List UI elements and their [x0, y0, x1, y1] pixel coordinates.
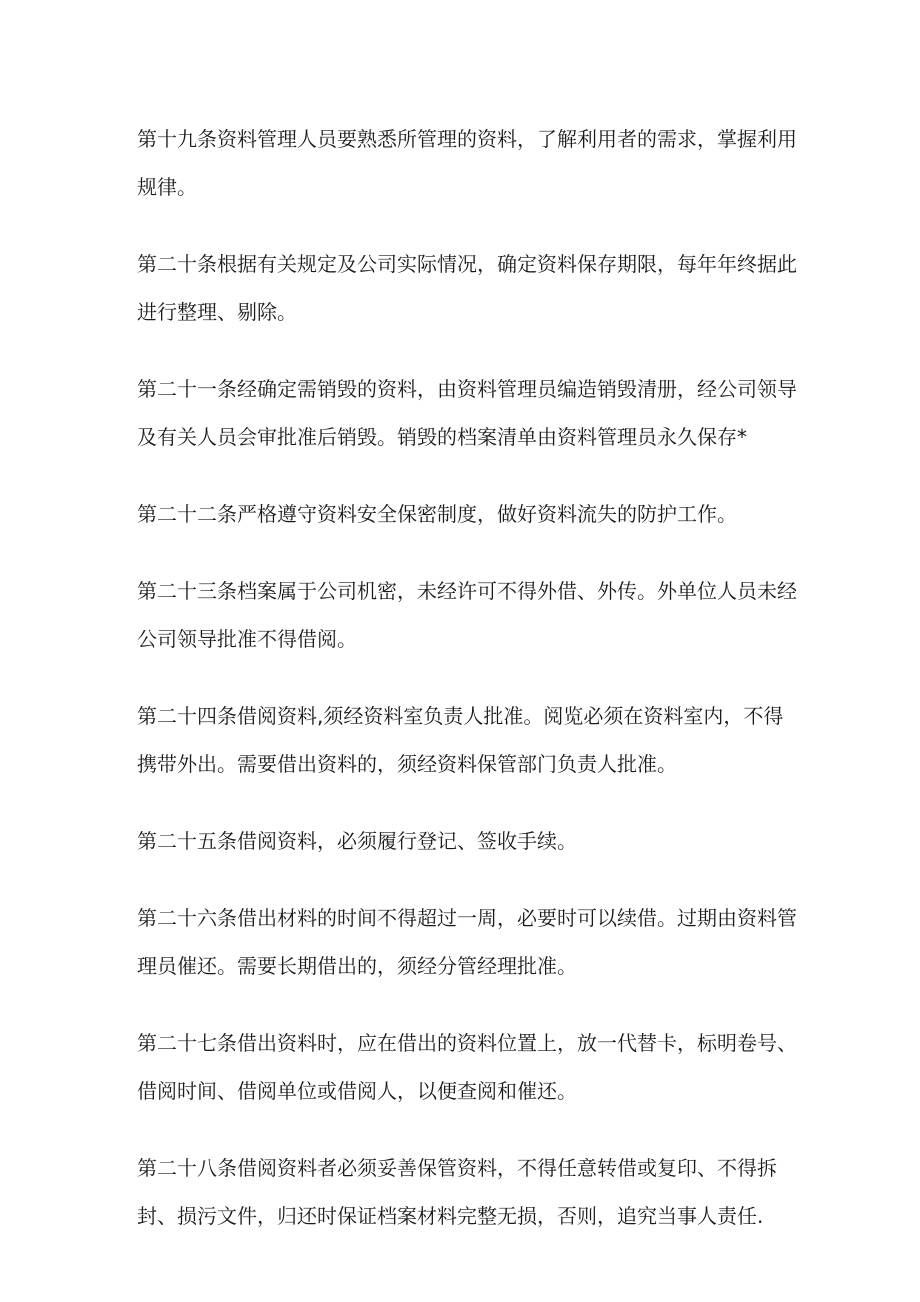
- article-23-paragraph: 第二十三条档案属于公司机密，未经许可不得外借、外传。外单位人员未经公司领导批准不得借阅。: [137, 579, 797, 651]
- article-25-paragraph: 第二十五条借阅资料，必须履行登记、签收手续。: [137, 829, 577, 853]
- article-26-paragraph: 第二十六条借出材料的时间不得超过一周，必要时可以续借。过期由资料管理员催还。需要长期借出的，须经分管经理批准。: [137, 906, 797, 978]
- article-27-paragraph: 第二十七条借出资料时，应在借出的资料位置上，放一代替卡，标明卷号、借阅时间、借阅单位或借阅人，以便查阅和催还。: [137, 1031, 797, 1103]
- article-19-paragraph: 第十九条资料管理人员要熟悉所管理的资料，了解利用者的需求，掌握利用规律。: [137, 127, 797, 199]
- document-body: [137, 115, 797, 1269]
- article-20-paragraph: 第二十条根据有关规定及公司实际情况，确定资料保存期限，每年年终据此进行整理、剔除。: [137, 252, 797, 324]
- article-24-paragraph: 第二十四条借阅资料,须经资料室负责人批准。阅览必须在资料室内，不得携带外出。需要借出资料的，须经资料保管部门负责人批准。: [137, 704, 784, 776]
- article-22-paragraph: 第二十二条严格遵守资料安全保密制度，做好资料流失的防护工作。: [137, 502, 737, 526]
- article-21-paragraph: 第二十一条经确定需销毁的资料，由资料管理员编造销毁清册，经公司领导及有关人员会审批准后销毁。销毁的档案清单由资料管理员永久保存*: [137, 377, 797, 449]
- article-28-paragraph: 第二十八条借阅资料者必须妥善保管资料，不得任意转借或复印、不得拆封、损污文件，归还时保证档案材料完整无损，否则，追究当事人责任.: [137, 1156, 777, 1228]
